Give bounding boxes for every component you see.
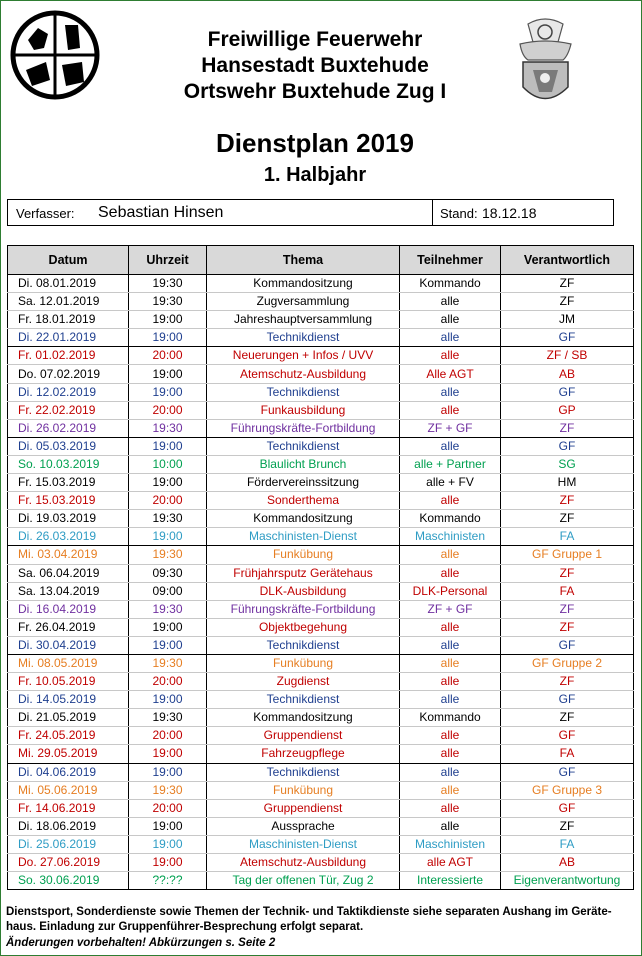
cell-date: So. 30.06.2019	[8, 872, 129, 890]
date-value: 18.12.18	[482, 205, 537, 221]
cell-topic: Fördervereinssitzung	[207, 474, 400, 492]
cell-topic: Gruppendienst	[207, 727, 400, 745]
cell-topic: Aussprache	[207, 817, 400, 835]
cell-time: 20:00	[129, 727, 207, 745]
footer-disclaimer: Änderungen vorbehalten! Abkürzungen s. Seite 2	[6, 937, 276, 949]
cell-participants: alle	[400, 437, 501, 455]
cell-participants: alle + FV	[400, 474, 501, 492]
cell-responsible: GF	[501, 329, 634, 347]
cell-date: Fr. 26.04.2019	[8, 618, 129, 636]
cell-participants: Kommando	[400, 709, 501, 727]
cell-responsible: GF	[501, 383, 634, 401]
cell-topic: Maschinisten-Dienst	[207, 835, 400, 853]
cell-time: 19:30	[129, 546, 207, 564]
table-row	[8, 401, 634, 419]
page-subtitle: 1. Halbjahr	[263, 164, 367, 186]
cell-time: 09:30	[129, 564, 207, 582]
table-row	[8, 799, 634, 817]
cell-date: Di. 21.05.2019	[8, 709, 129, 727]
footer-note-line2: haus. Einladung zur Gruppenführer-Besprechung erfolgt separat.	[6, 921, 364, 933]
cell-topic: Führungskräfte-Fortbildung	[207, 600, 400, 618]
cell-participants: Maschinisten	[400, 528, 501, 546]
cell-topic: Kommandositzung	[207, 709, 400, 727]
cell-date: Di. 18.06.2019	[8, 817, 129, 835]
cell-participants: alle	[400, 618, 501, 636]
org-name-line2: Hansestadt Buxtehude	[201, 54, 429, 77]
table-row	[8, 854, 634, 872]
cell-time: 19:00	[129, 636, 207, 654]
cell-date: Do. 27.06.2019	[8, 854, 129, 872]
cell-topic: Frühjahrsputz Gerätehaus	[207, 564, 400, 582]
cell-participants: alle	[400, 691, 501, 709]
cell-participants: Alle AGT	[400, 365, 501, 383]
table-row	[8, 709, 634, 727]
cell-participants: alle	[400, 817, 501, 835]
cell-responsible: ZF	[501, 618, 634, 636]
cell-responsible: GF Gruppe 2	[501, 654, 634, 672]
cell-topic: Sonderthema	[207, 492, 400, 510]
table-row	[8, 492, 634, 510]
info-box	[7, 199, 614, 226]
cell-time: 19:00	[129, 745, 207, 763]
cell-date: Di. 05.03.2019	[8, 437, 129, 455]
cell-participants: alle AGT	[400, 854, 501, 872]
cell-responsible: HM	[501, 474, 634, 492]
cell-participants: alle	[400, 564, 501, 582]
org-name-line3: Ortswehr Buxtehude Zug I	[183, 80, 447, 103]
cell-time: 19:00	[129, 474, 207, 492]
cell-date: Di. 25.06.2019	[8, 835, 129, 853]
cell-participants: alle	[400, 654, 501, 672]
cell-topic: Zugversammlung	[207, 293, 400, 311]
cell-participants: alle	[400, 293, 501, 311]
cell-time: 19:30	[129, 781, 207, 799]
cell-date: Di. 14.05.2019	[8, 691, 129, 709]
author-label: Verfasser:	[16, 206, 75, 221]
table-row	[8, 437, 634, 455]
cell-participants: alle	[400, 763, 501, 781]
cell-participants: alle	[400, 329, 501, 347]
cell-topic: Technikdienst	[207, 329, 400, 347]
cell-date: Fr. 14.06.2019	[8, 799, 129, 817]
table-row	[8, 311, 634, 329]
cell-date: Fr. 10.05.2019	[8, 673, 129, 691]
cell-topic: Technikdienst	[207, 763, 400, 781]
table-row	[8, 654, 634, 672]
cell-responsible: FA	[501, 582, 634, 600]
cell-date: Mi. 08.05.2019	[8, 654, 129, 672]
cell-time: 19:30	[129, 419, 207, 437]
cell-topic: Technikdienst	[207, 437, 400, 455]
table-row	[8, 347, 634, 365]
cell-topic: Atemschutz-Ausbildung	[207, 365, 400, 383]
cell-time: 20:00	[129, 492, 207, 510]
cell-date: Sa. 12.01.2019	[8, 293, 129, 311]
cell-date: Fr. 18.01.2019	[8, 311, 129, 329]
cell-responsible: JM	[501, 311, 634, 329]
cell-topic: Technikdienst	[207, 636, 400, 654]
cell-responsible: GF	[501, 691, 634, 709]
cell-date: Mi. 03.04.2019	[8, 546, 129, 564]
cell-time: 19:00	[129, 618, 207, 636]
cell-participants: alle	[400, 727, 501, 745]
table-row	[8, 781, 634, 799]
cell-participants: ZF + GF	[400, 600, 501, 618]
cell-topic: Objektbegehung	[207, 618, 400, 636]
city-coat-of-arms-icon	[508, 12, 583, 112]
table-row	[8, 564, 634, 582]
cell-time: 19:00	[129, 854, 207, 872]
cell-responsible: ZF	[501, 293, 634, 311]
cell-topic: Neuerungen + Infos / UVV	[207, 347, 400, 365]
table-row	[8, 763, 634, 781]
cell-time: ??:??	[129, 872, 207, 890]
cell-topic: Technikdienst	[207, 691, 400, 709]
cell-time: 19:00	[129, 817, 207, 835]
cell-time: 19:00	[129, 835, 207, 853]
table-row	[8, 872, 634, 890]
cell-date: Di. 26.02.2019	[8, 419, 129, 437]
cell-date: Sa. 13.04.2019	[8, 582, 129, 600]
cell-topic: Fahrzeugpflege	[207, 745, 400, 763]
cell-responsible: GF	[501, 763, 634, 781]
cell-responsible: FA	[501, 835, 634, 853]
info-divider	[432, 200, 433, 225]
page-title: Dienstplan 2019	[216, 128, 414, 158]
cell-time: 19:30	[129, 510, 207, 528]
cell-participants: alle	[400, 401, 501, 419]
cell-participants: alle	[400, 492, 501, 510]
cell-participants: alle	[400, 311, 501, 329]
cell-responsible: GP	[501, 401, 634, 419]
cell-responsible: GF	[501, 799, 634, 817]
cell-responsible: AB	[501, 854, 634, 872]
cell-participants: alle	[400, 383, 501, 401]
cell-time: 20:00	[129, 799, 207, 817]
cell-responsible: GF	[501, 437, 634, 455]
table-row	[8, 365, 634, 383]
cell-date: Mi. 29.05.2019	[8, 745, 129, 763]
cell-participants: ZF + GF	[400, 419, 501, 437]
date-label: Stand:	[440, 206, 478, 221]
table-row	[8, 275, 634, 293]
col-header-topic: Thema	[207, 246, 400, 275]
cell-responsible: ZF	[501, 564, 634, 582]
cell-topic: Kommandositzung	[207, 275, 400, 293]
cell-topic: Funkausbildung	[207, 401, 400, 419]
cell-participants: alle + Partner	[400, 455, 501, 473]
cell-responsible: ZF	[501, 419, 634, 437]
cell-participants: Kommando	[400, 510, 501, 528]
table-row	[8, 727, 634, 745]
col-header-date: Datum	[8, 246, 129, 275]
cell-topic: DLK-Ausbildung	[207, 582, 400, 600]
col-header-participants: Teilnehmer	[400, 246, 501, 275]
cell-responsible: ZF	[501, 600, 634, 618]
table-row	[8, 636, 634, 654]
cell-date: Fr. 22.02.2019	[8, 401, 129, 419]
table-row	[8, 673, 634, 691]
table-row	[8, 474, 634, 492]
cell-responsible: GF	[501, 636, 634, 654]
cell-time: 20:00	[129, 673, 207, 691]
cell-time: 19:00	[129, 329, 207, 347]
table-row	[8, 455, 634, 473]
cell-date: Do. 07.02.2019	[8, 365, 129, 383]
cell-responsible: ZF / SB	[501, 347, 634, 365]
cell-responsible: FA	[501, 528, 634, 546]
cell-topic: Technikdienst	[207, 383, 400, 401]
cell-date: Mi. 05.06.2019	[8, 781, 129, 799]
cell-time: 19:00	[129, 528, 207, 546]
table-row	[8, 546, 634, 564]
cell-participants: DLK-Personal	[400, 582, 501, 600]
cell-topic: Maschinisten-Dienst	[207, 528, 400, 546]
cell-time: 20:00	[129, 347, 207, 365]
cell-responsible: GF	[501, 727, 634, 745]
cell-date: Di. 30.04.2019	[8, 636, 129, 654]
cell-topic: Tag der offenen Tür, Zug 2	[207, 872, 400, 890]
cell-participants: alle	[400, 673, 501, 691]
table-row	[8, 383, 634, 401]
cell-participants: alle	[400, 745, 501, 763]
cell-topic: Funkübung	[207, 781, 400, 799]
cell-topic: Funkübung	[207, 546, 400, 564]
table-row	[8, 600, 634, 618]
cell-topic: Blaulicht Brunch	[207, 455, 400, 473]
table-row	[8, 691, 634, 709]
cell-time: 19:00	[129, 691, 207, 709]
cell-date: So. 10.03.2019	[8, 455, 129, 473]
cell-responsible: ZF	[501, 709, 634, 727]
cell-topic: Jahreshauptversammlung	[207, 311, 400, 329]
cell-date: Di. 04.06.2019	[8, 763, 129, 781]
cell-topic: Atemschutz-Ausbildung	[207, 854, 400, 872]
cell-date: Fr. 15.03.2019	[8, 492, 129, 510]
cell-time: 19:30	[129, 654, 207, 672]
footer-note-line1: Dienstsport, Sonderdienste sowie Themen der Technik- und Taktikdienste siehe separaten Aushang im Geräte-	[6, 906, 612, 918]
cell-responsible: AB	[501, 365, 634, 383]
cell-date: Di. 12.02.2019	[8, 383, 129, 401]
cell-time: 19:30	[129, 600, 207, 618]
table-header-row	[8, 246, 634, 275]
cell-time: 19:30	[129, 275, 207, 293]
table-row	[8, 293, 634, 311]
col-header-time: Uhrzeit	[129, 246, 207, 275]
col-header-responsible: Verantwortlich	[501, 246, 634, 275]
cell-participants: Kommando	[400, 275, 501, 293]
cell-participants: alle	[400, 799, 501, 817]
cell-participants: alle	[400, 546, 501, 564]
table-row	[8, 510, 634, 528]
table-row	[8, 817, 634, 835]
cell-time: 19:00	[129, 437, 207, 455]
table-row	[8, 419, 634, 437]
cell-topic: Führungskräfte-Fortbildung	[207, 419, 400, 437]
cell-participants: Maschinisten	[400, 835, 501, 853]
cell-time: 19:30	[129, 709, 207, 727]
cell-responsible: ZF	[501, 510, 634, 528]
cell-responsible: GF Gruppe 1	[501, 546, 634, 564]
table-row	[8, 618, 634, 636]
cell-responsible: GF Gruppe 3	[501, 781, 634, 799]
cell-topic: Kommandositzung	[207, 510, 400, 528]
cell-time: 09:00	[129, 582, 207, 600]
cell-participants: alle	[400, 636, 501, 654]
cell-responsible: ZF	[501, 492, 634, 510]
cell-date: Fr. 01.02.2019	[8, 347, 129, 365]
cell-responsible: Eigenverantwortung	[501, 872, 634, 890]
table-row	[8, 745, 634, 763]
cell-date: Fr. 24.05.2019	[8, 727, 129, 745]
cell-time: 19:00	[129, 365, 207, 383]
cell-responsible: SG	[501, 455, 634, 473]
cell-date: Di. 22.01.2019	[8, 329, 129, 347]
cell-participants: alle	[400, 781, 501, 799]
schedule-table	[7, 245, 634, 890]
cell-date: Di. 26.03.2019	[8, 528, 129, 546]
cell-date: Di. 08.01.2019	[8, 275, 129, 293]
cell-responsible: ZF	[501, 275, 634, 293]
cell-date: Di. 19.03.2019	[8, 510, 129, 528]
fire-brigade-emblem-icon	[10, 10, 100, 100]
cell-date: Sa. 06.04.2019	[8, 564, 129, 582]
cell-topic: Gruppendienst	[207, 799, 400, 817]
table-row	[8, 329, 634, 347]
org-name-line1: Freiwillige Feuerwehr	[207, 28, 423, 51]
cell-date: Di. 16.04.2019	[8, 600, 129, 618]
cell-responsible: FA	[501, 745, 634, 763]
cell-time: 20:00	[129, 401, 207, 419]
cell-time: 10:00	[129, 455, 207, 473]
table-row	[8, 835, 634, 853]
cell-responsible: ZF	[501, 673, 634, 691]
author-value: Sebastian Hinsen	[98, 204, 224, 221]
cell-participants: Interessierte	[400, 872, 501, 890]
table-row	[8, 582, 634, 600]
cell-responsible: ZF	[501, 817, 634, 835]
cell-time: 19:30	[129, 293, 207, 311]
cell-participants: alle	[400, 347, 501, 365]
cell-time: 19:00	[129, 763, 207, 781]
cell-topic: Zugdienst	[207, 673, 400, 691]
cell-time: 19:00	[129, 311, 207, 329]
cell-time: 19:00	[129, 383, 207, 401]
cell-date: Fr. 15.03.2019	[8, 474, 129, 492]
table-row	[8, 528, 634, 546]
schedule-rows	[8, 275, 634, 890]
cell-topic: Funkübung	[207, 654, 400, 672]
